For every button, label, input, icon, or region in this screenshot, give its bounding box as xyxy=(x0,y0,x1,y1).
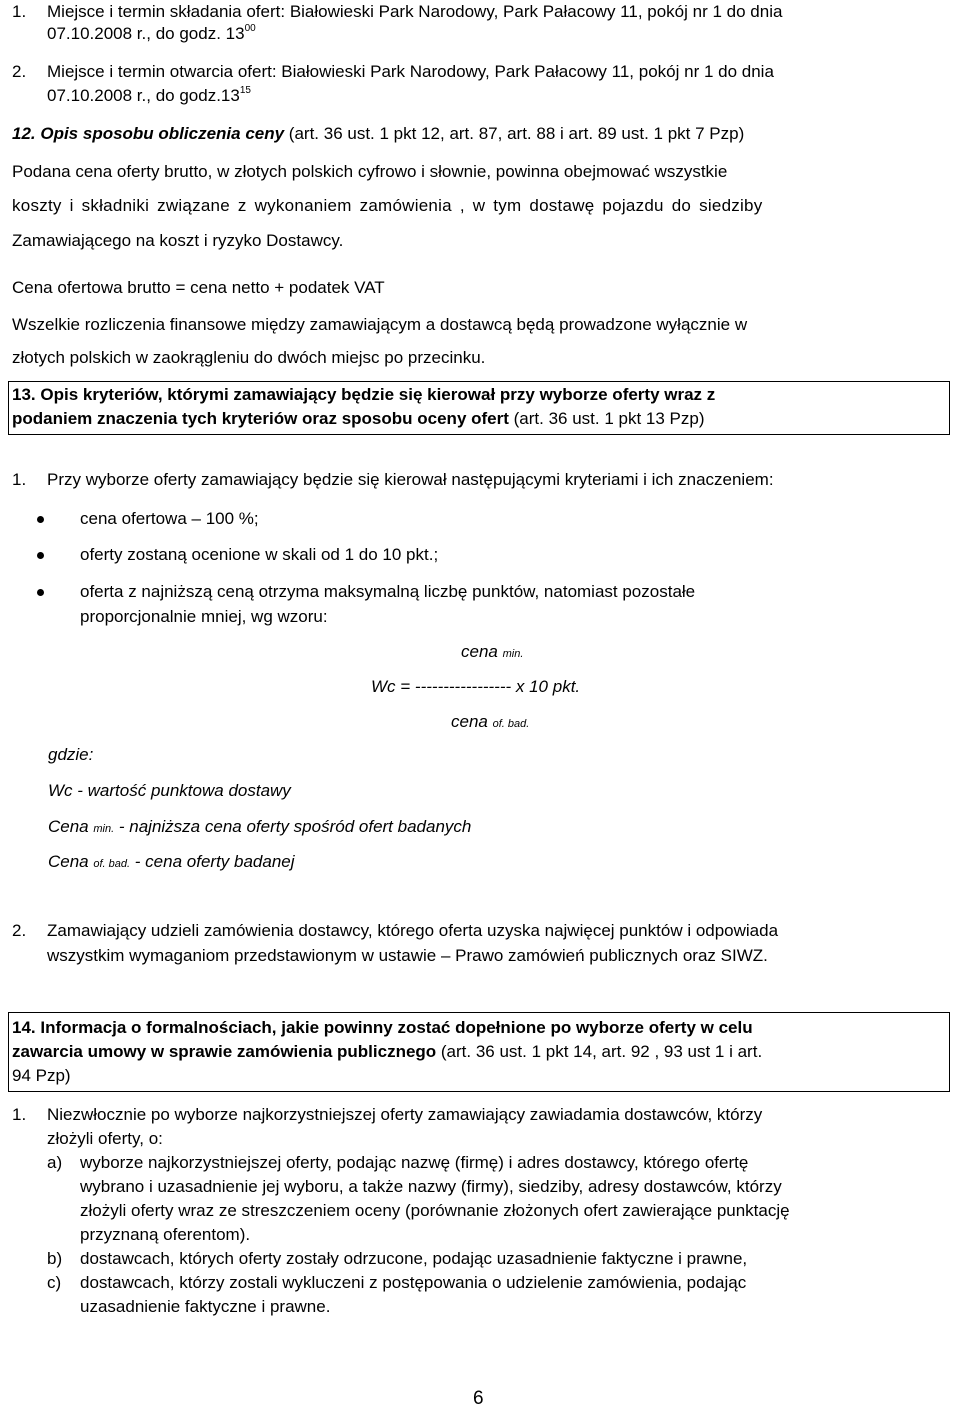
s13-item-2-line-2: wszystkim wymaganiom przedstawionym w ustawie – Prawo zamówień publicznych oraz SIWZ. xyxy=(47,946,768,965)
formula-main: Wc = ----------------- x 10 pkt. xyxy=(371,677,581,696)
section-14-title-cont: zawarcia umowy w sprawie zamówienia publicznego xyxy=(12,1042,437,1061)
formula-denominator-sub: of. bad. xyxy=(492,718,530,730)
legend-cena-min-sub: min. xyxy=(93,823,115,835)
item-1-continuation xyxy=(47,22,256,49)
vat-formula: Cena ofertowa brutto = cena netto + podatek VAT xyxy=(12,278,385,297)
item-2-text: Miejsce i termin otwarcia ofert: Białowieski Park Narodowy, Park Pałacowy 11, pokój nr 1 do dnia xyxy=(47,62,774,81)
p2-line-2: złotych polskich w zaokrągleniu do dwóch miejsc po przecinku. xyxy=(12,348,486,367)
s14-item-1-number: 1. xyxy=(12,1105,27,1124)
formula-numerator xyxy=(461,640,523,666)
item-1-text: Miejsce i termin składania ofert: Białowieski Park Narodowy, Park Pałacowy 11, pokój nr 1 do dnia xyxy=(47,2,783,21)
gdzie-label: gdzie: xyxy=(48,745,94,764)
legend-cena-min-desc: - najniższa cena oferty spośród ofert badanych xyxy=(114,817,472,836)
legend-wc: Wc - wartość punktowa dostawy xyxy=(48,781,291,800)
p1-line-2: koszty i składniki związane z wykonaniem zamówienia , w tym dostawę pojazdu do siedziby xyxy=(12,196,763,215)
bullet-2-text: oferty zostaną ocenione w skali od 1 do 10 pkt.; xyxy=(80,545,439,564)
bullet-3-text-cont: proporcjonalnie mniej, wg wzoru: xyxy=(80,607,328,626)
section-13-heading-line-1 xyxy=(12,383,715,407)
s14-a-line-4: przyznaną oferentom). xyxy=(80,1225,251,1244)
s13-item-2-number: 2. xyxy=(12,921,27,940)
item-1-number: 1. xyxy=(12,2,27,21)
section-12-title: 12. Opis sposobu obliczenia ceny xyxy=(12,124,285,143)
section-13-reference: (art. 36 ust. 1 pkt 13 Pzp) xyxy=(508,409,705,428)
item-2-sup: 15 xyxy=(239,85,251,96)
s13-item-2-line-1: Zamawiający udzieli zamówienia dostawcy, którego oferta uzyska najwięcej punktów i odpowiada xyxy=(47,921,779,940)
legend-cena-min xyxy=(48,815,471,841)
legend-cena-bad-sub: of. bad. xyxy=(93,858,131,870)
p1-line-1 xyxy=(12,162,947,182)
section-12-reference: (art. 36 ust. 1 pkt 12, art. 87, art. 88 i art. 89 ust. 1 pkt 7 Pzp) xyxy=(284,124,745,143)
formula-denominator xyxy=(451,710,529,736)
section-13-title-cont: podaniem znaczenia tych kryteriów oraz sposobu oceny ofert xyxy=(12,409,509,428)
item-1-cont-text: 07.10.2008 r., do godz. 13 xyxy=(47,24,245,43)
item-2-number: 2. xyxy=(12,62,27,81)
page-number: 6 xyxy=(473,1388,484,1409)
section-12-paragraph-1 xyxy=(12,162,947,182)
section-14-heading-line-2 xyxy=(12,1040,762,1064)
legend-cena-min-label: Cena xyxy=(48,817,89,836)
bullet-2-icon xyxy=(37,552,44,559)
bullet-1-text: cena ofertowa – 100 %; xyxy=(80,509,259,528)
s14-b-label: b) xyxy=(47,1249,63,1268)
p2-line-1: Wszelkie rozliczenia finansowe między zamawiającym a dostawcą będą prowadzone wyłącznie w xyxy=(12,315,748,334)
item-2-continuation xyxy=(47,84,251,111)
s14-a-line-1: wyborze najkorzystniejszej oferty, podając nazwę (firmę) i adres dostawcy, którego ofertę xyxy=(80,1153,749,1172)
s14-a-line-2: wybrano i uzasadnienie jej wyboru, a także nazwy (firmy), siedziby, adresy dostawców, którzy xyxy=(80,1177,782,1196)
s14-item-1-line-1: Niezwłocznie po wyborze najkorzystniejszej oferty zamawiający zawiadamia dostawców, którzy xyxy=(47,1105,763,1124)
bullet-1-icon xyxy=(37,516,44,523)
bullet-3-text: oferta z najniższą ceną otrzyma maksymalną liczbę punktów, natomiast pozostałe xyxy=(80,582,696,601)
s14-c-line-2: uzasadnienie faktyczne i prawne. xyxy=(80,1297,331,1316)
s14-item-1-line-2: złożyli oferty, o: xyxy=(47,1129,163,1148)
formula-numerator-text: cena xyxy=(461,642,498,661)
section-12-heading xyxy=(12,122,744,146)
section-14-heading-line-3: 94 Pzp) xyxy=(12,1066,71,1085)
legend-cena-bad-label: Cena xyxy=(48,852,89,871)
s14-c-line-1: dostawcach, którzy zostali wykluczeni z postępowania o udzielenie zamówienia, podając xyxy=(80,1273,747,1292)
p1-line-3: Zamawiającego na koszt i ryzyko Dostawcy. xyxy=(12,231,344,250)
formula-numerator-sub: min. xyxy=(502,648,524,660)
item-1-sup: 00 xyxy=(244,23,256,34)
s14-c-label: c) xyxy=(47,1273,62,1292)
formula-denominator-text: cena xyxy=(451,712,488,731)
section-13-heading-line-2 xyxy=(12,407,705,431)
item-2-cont-text: 07.10.2008 r., do godz.13 xyxy=(47,86,240,105)
s13-item-1-text: Przy wyborze oferty zamawiający będzie się kierował następującymi kryteriami i ich znaczeniem: xyxy=(47,470,774,489)
section-13-number: 13. xyxy=(12,385,36,404)
section-14-reference: (art. 36 ust. 1 pkt 14, art. 92 , 93 ust 1 i art. xyxy=(436,1042,763,1061)
p1-line-1-text: Podana cena oferty brutto, w złotych polskich cyfrowo i słownie, powinna obejmować wszystkie xyxy=(12,162,728,181)
section-14-heading-line-1: 14. Informacja o formalnościach, jakie powinny zostać dopełnione po wyborze oferty w celu xyxy=(12,1018,753,1037)
s14-b-text: dostawcach, których oferty zostały odrzucone, podając uzasadnienie faktyczne i prawne, xyxy=(80,1249,748,1268)
bullet-3-icon xyxy=(37,589,44,596)
legend-cena-bad-desc: - cena oferty badanej xyxy=(130,852,295,871)
s14-a-label: a) xyxy=(47,1153,63,1172)
s14-a-line-3: złożyli oferty wraz ze streszczeniem oceny (porównanie złożonych ofert zawierające punktację xyxy=(80,1201,790,1220)
legend-cena-bad xyxy=(48,850,295,876)
section-13-title: Opis kryteriów, którymi zamawiający będzie się kierował przy wyborze oferty wraz z xyxy=(40,385,716,404)
s13-item-1-number: 1. xyxy=(12,470,27,489)
